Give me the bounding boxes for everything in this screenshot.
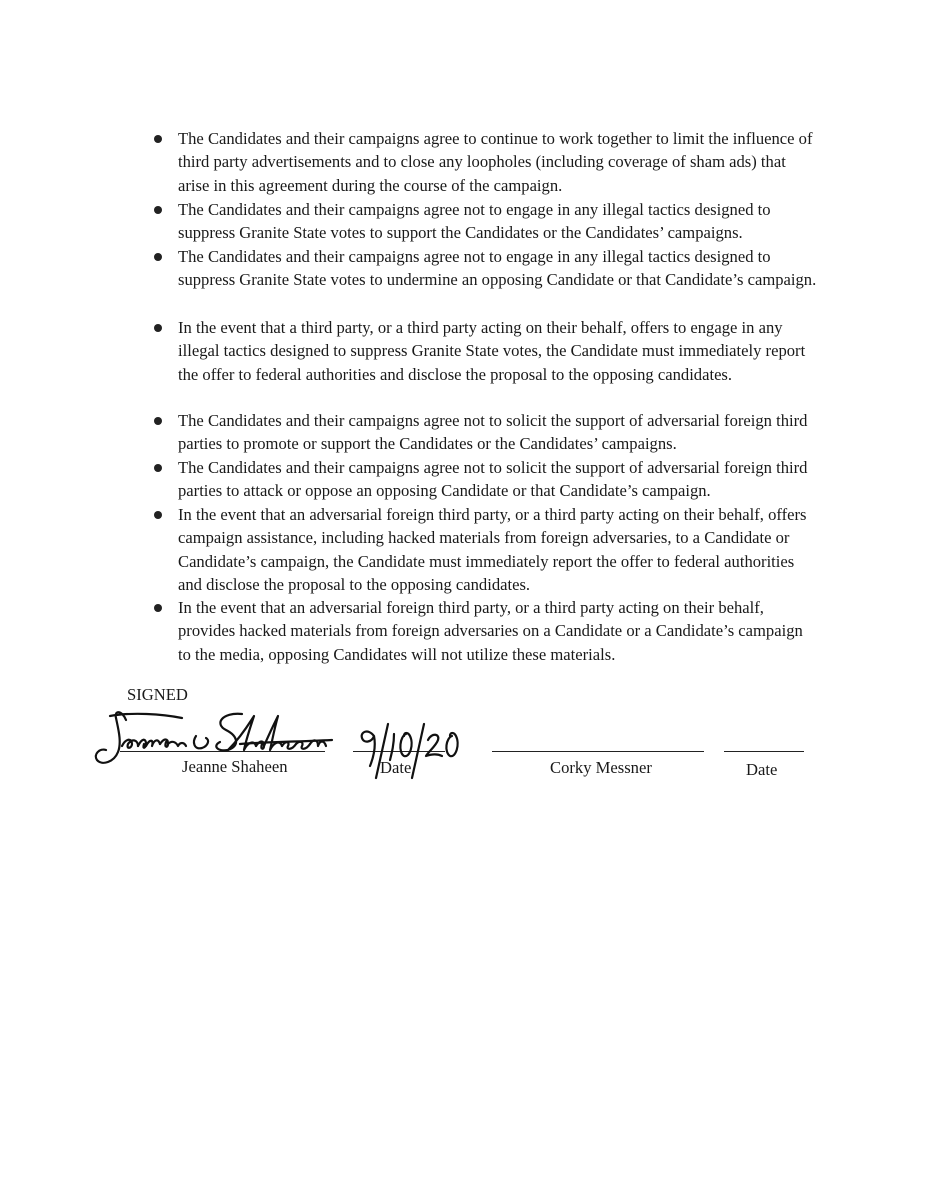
clause-text: The Candidates and their campaigns agree not to solicit the support of adversarial foreign third parties to attack or oppose an opposing Candidate or that Candidate’s campaign. [178,458,808,501]
clause-text: The Candidates and their campaigns agree to continue to work together to limit the influence of third party advertisements and to close any loopholes (including coverage of sham ads) that arise in this agreement during the course of the campaign. [178,129,813,195]
clause-item [178,456,818,503]
clause-text: In the event that a third party, or a third party acting on their behalf, offers to engage in any illegal tactics designed to suppress Granite State votes, the Candidate must immediately report the offer to federal authorities and disclose the proposal to the opposing candidates. [178,318,806,384]
clause-item [178,316,818,386]
clause-item [178,245,818,292]
clause-text: The Candidates and their campaigns agree not to solicit the support of adversarial foreign third parties to promote or support the Candidates or the Candidates’ campaigns. [178,411,808,454]
clause-item [178,127,818,197]
bullet-dot-icon [154,417,162,425]
bullet-dot-icon [154,324,162,332]
bullet-dot-icon [154,135,162,143]
signature-line-2 [492,751,704,752]
clause-text: In the event that an adversarial foreign third party, or a third party acting on their behalf, offers campaign assistance, including hacked materials from foreign adversaries, to a Candidate or Candidate’s campaign, the Candidate must immediately report the offer to federal authorities and disclose the proposal to the opposing candidates. [178,505,807,594]
signer-1-name: Jeanne Shaheen [182,757,288,776]
clause-item [178,198,818,245]
date-line-2 [724,751,804,752]
signer-2-name: Corky Messner [550,758,652,777]
bullet-dot-icon [154,604,162,612]
signer-1-date-label: Date [380,758,412,777]
clause-text: The Candidates and their campaigns agree not to engage in any illegal tactics designed to suppress Granite State votes to support the Candidates or the Candidates’ campaigns. [178,200,771,243]
bullet-dot-icon [154,511,162,519]
signer-2-date-label: Date [746,760,778,779]
bullet-dot-icon [154,253,162,261]
bullet-dot-icon [154,464,162,472]
signed-label: SIGNED [127,685,188,704]
clause-item [178,596,818,666]
clause-text: In the event that an adversarial foreign third party, or a third party acting on their behalf, provides hacked materials from foreign adversaries on a Candidate or a Candidate’s campaign to the media, opposing Candidates will not utilize these materials. [178,598,803,664]
clause-item [178,503,818,596]
clause-text: The Candidates and their campaigns agree not to engage in any illegal tactics designed to suppress Granite State votes to undermine an opposing Candidate or that Candidate’s campaign. [178,247,817,290]
bullet-dot-icon [154,206,162,214]
clause-item [178,409,818,456]
